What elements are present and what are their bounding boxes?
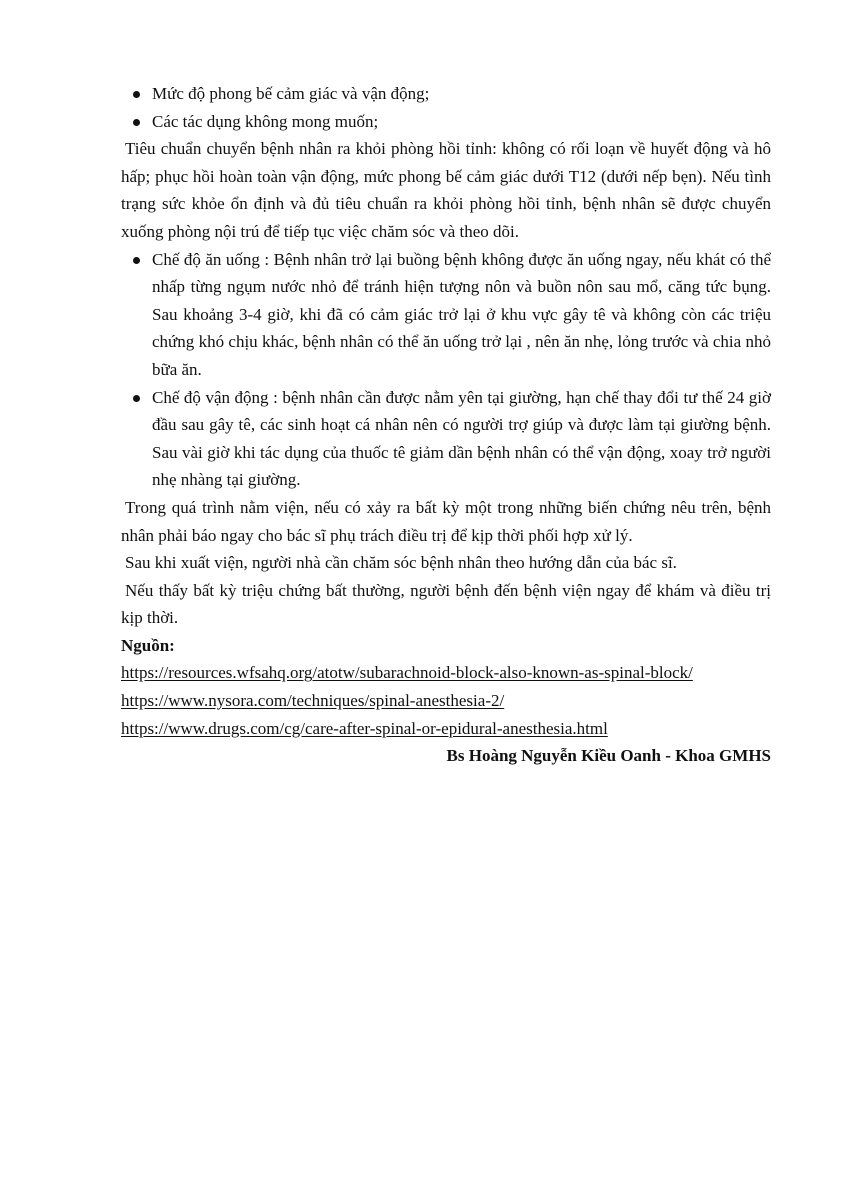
- discharge-criteria-paragraph: Tiêu chuẩn chuyển bệnh nhân ra khỏi phòng hồi tỉnh: không có rối loạn về huyết động và hô hấp; phục hồi hoàn toàn vận động, mức phong bế cảm giác dưới T12 (dưới nếp bẹn). Nếu tình trạng sức khỏe ổn định và đủ tiêu chuẩn ra khỏi phòng hồi tỉnh, bệnh nhân sẽ được chuyển xuống phòng nội trú để tiếp tục việc chăm sóc và theo dõi.: [121, 139, 771, 241]
- source-link-wfsahq[interactable]: https://resources.wfsahq.org/atotw/subarachnoid-block-also-known-as-spinal-block/: [121, 663, 693, 683]
- care-bullet-list: [121, 246, 771, 494]
- author-signature: Bs Hoàng Nguyễn Kiều Oanh - Khoa GMHS: [446, 746, 771, 766]
- list-item: [121, 80, 771, 108]
- source-link-nysora[interactable]: https://www.nysora.com/techniques/spinal-anesthesia-2/: [121, 691, 505, 711]
- monitoring-bullet-list: [121, 80, 771, 135]
- list-item-text: Mức độ phong bế cảm giác và vận động;: [152, 84, 430, 103]
- list-item-text: Các tác dụng không mong muốn;: [152, 111, 379, 131]
- list-item-text: Chế độ ăn uống : Bệnh nhân trở lại buồng bệnh không được ăn uống ngay, nếu khát có thể nhấp từng ngụm nước nhỏ để tránh hiện tượng nôn và buồn nôn sau mổ, căng tức bụng. Sau khoảng 3-4 giờ, khi đã có cảm giác trở lại ở khu vực gây tê và không còn các triệu chứng khó chịu khác, bệnh nhân có thể ăn uống trở lại , nên ăn nhẹ, lỏng trước và chia nhỏ bữa ăn.: [152, 249, 771, 379]
- list-item-diet: [121, 246, 771, 384]
- bullet-icon: [133, 119, 140, 126]
- bullet-icon: [133, 91, 140, 98]
- sources-heading: Nguồn:: [121, 635, 175, 655]
- list-item-activity: [121, 384, 771, 494]
- after-discharge-paragraph: Sau khi xuất viện, người nhà cần chăm sóc bệnh nhân theo hướng dẫn của bác sĩ.: [125, 553, 677, 573]
- bullet-icon: [133, 257, 140, 264]
- list-item: [121, 108, 771, 136]
- list-item-text: Chế độ vận động : bệnh nhân cần được nằm yên tại giường, hạn chế thay đổi tư thế 24 giờ đầu sau gây tê, các sinh hoạt cá nhân nên có người trợ giúp và được làm tại giường bệnh. Sau vài giờ khi tác dụng của thuốc tê giảm dần bệnh nhân có thể vận động, xoay trở người nhẹ nhàng tại giường.: [152, 387, 771, 490]
- source-link-drugs[interactable]: https://www.drugs.com/cg/care-after-spinal-or-epidural-anesthesia.html: [121, 718, 608, 738]
- complications-paragraph: Trong quá trình nằm viện, nếu có xảy ra bất kỳ một trong những biến chứng nêu trên, bệnh nhân phải báo ngay cho bác sĩ phụ trách điều trị để kịp thời phối hợp xử lý.: [121, 497, 771, 545]
- document-body: [121, 80, 771, 770]
- bullet-icon: [133, 395, 140, 402]
- warning-signs-paragraph: Nếu thấy bất kỳ triệu chứng bất thường, người bệnh đến bệnh viện ngay để khám và điều trị kịp thời.: [121, 580, 771, 628]
